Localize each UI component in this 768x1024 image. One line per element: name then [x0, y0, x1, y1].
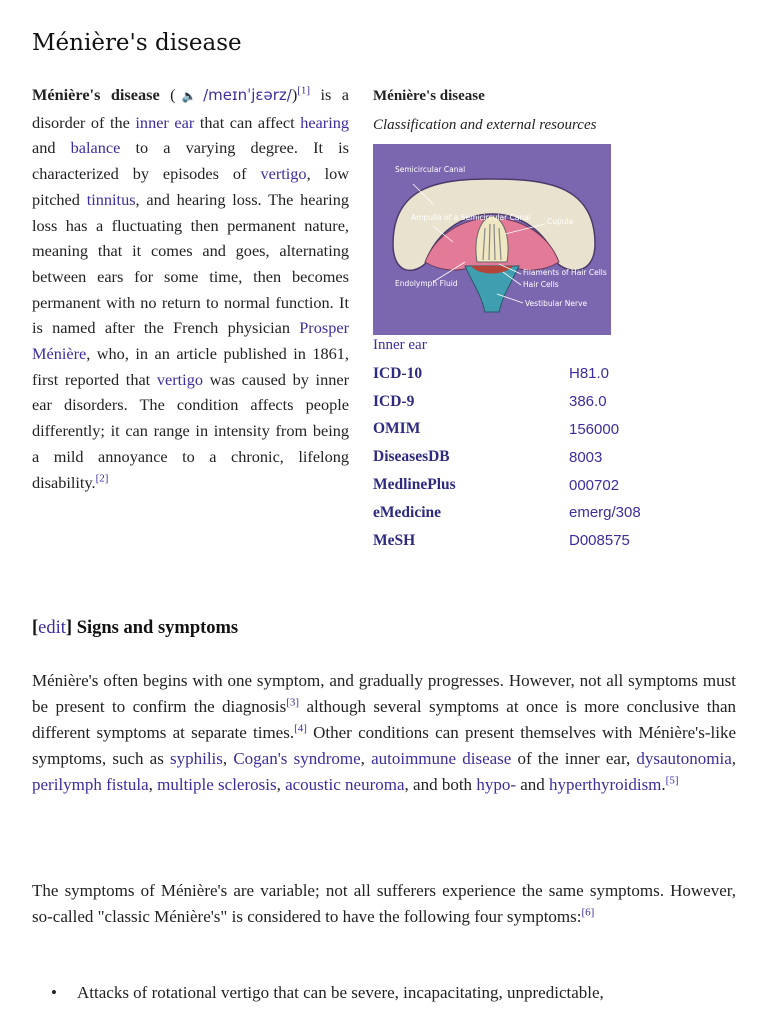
infobox-value-link[interactable]: D008575 [569, 532, 630, 550]
text: . [661, 775, 666, 794]
infobox-row [373, 360, 703, 388]
page-title: Ménière's disease [32, 30, 242, 56]
infobox-row [373, 443, 703, 471]
link-inner-ear[interactable]: inner ear [135, 112, 195, 132]
paragraph-symptoms-1 [32, 668, 736, 798]
text: to a varying degree. It is characterized by episodes of [32, 138, 349, 184]
section-heading: [edit] Signs and symptoms [32, 618, 239, 638]
link-syphilis[interactable]: syphilis [170, 749, 223, 768]
label-hair-cells: Hair Cells [523, 280, 559, 289]
label-cupula: Cupula [547, 217, 574, 226]
infobox-key[interactable]: eMedicine [373, 503, 442, 521]
link-hearing[interactable]: hearing [300, 112, 350, 132]
section-title: Signs and symptoms [72, 618, 239, 638]
text: of the inner ear, [511, 749, 637, 768]
infobox [373, 88, 703, 555]
text: , [276, 775, 286, 794]
lead-paragraph: Ménière's disease (🔈/meɪnˈjɛərz/)[1] is a disorder of the inner ear that can affect hearing and balance to a varying degree. It is characterized by episodes of vertigo, low pitched tinnitus, and hearing loss. The hearing loss has a fluctuating then permanent nature, meaning that it comes and goes, alternating between ears for some time, then becomes permanent with no return to normal function. It is named after the French physician Prosper Ménière, who, in an article published in 1861, first reported that vertigo was caused by inner ear disorders. The condition affects people differently; it can range in intensity from being a mild annoyance to a chronic, lifelong disability.[2] [32, 84, 350, 492]
paragraph-symptoms-2 [32, 878, 736, 930]
link-multiple-sclerosis[interactable]: multiple sclerosis [157, 775, 277, 794]
edit-link[interactable]: edit [38, 618, 66, 638]
infobox-row [373, 527, 703, 555]
text: , [222, 749, 234, 768]
link-autoimmune-disease[interactable]: autoimmune disease [371, 749, 512, 768]
infobox-value-link[interactable]: 156000 [569, 420, 620, 438]
link-prosper-meniere[interactable]: Prosper Ménière [32, 318, 349, 364]
text: and [515, 775, 550, 794]
infobox-caption-link[interactable]: Inner ear [373, 337, 427, 353]
text: , and both [404, 775, 477, 794]
ref-6[interactable]: [6] [581, 906, 595, 919]
text: and [32, 138, 71, 158]
speaker-icon[interactable]: 🔈 [175, 89, 204, 103]
link-dysautonomia[interactable]: dysautonomia [636, 749, 732, 768]
infobox-key[interactable]: MeSH [373, 531, 416, 549]
text: , [360, 749, 372, 768]
infobox-value-link[interactable]: 8003 [569, 448, 603, 466]
text: Ménière's often begins with one symptom, and gradually progresses. However, not all symptoms must be present to confirm the diagnosis [32, 671, 736, 716]
text: is a disorder of the [32, 85, 349, 132]
infobox-value-link[interactable]: H81.0 [569, 365, 610, 383]
text: , [148, 775, 158, 794]
infobox-value-link[interactable]: 386.0 [569, 393, 607, 411]
label-endolymph: Endolymph Fluid [395, 279, 458, 288]
list-item: • Attacks of rotational vertigo that can be severe, incapacitating, unpredictable, [32, 980, 736, 1006]
symptom-list [32, 980, 736, 1006]
lead-term: Ménière's disease [32, 85, 160, 104]
label-vestibular-nerve: Vestibular Nerve [525, 299, 588, 308]
link-balance[interactable]: balance [70, 138, 121, 158]
link-hypo[interactable]: hypo- [476, 775, 516, 794]
infobox-subtitle: Classification and external resources [373, 117, 597, 133]
ref-5[interactable]: [5] [665, 774, 679, 787]
text: , who, in an article published in 1861, first reported that [32, 344, 349, 389]
infobox-value-link[interactable]: emerg/308 [569, 504, 641, 522]
label-ampulla: Ampulla of a Semicircular Canal [411, 213, 531, 222]
link-cogans-syndrome[interactable]: Cogan's syndrome [233, 749, 361, 768]
link-perilymph-fistula[interactable]: perilymph fistula [32, 775, 149, 794]
text: although several symptoms at once is more conclusive than different symptoms at separate times. [32, 697, 736, 742]
label-canal: Semicircular Canal [395, 165, 466, 174]
text: , low pitched [32, 164, 350, 209]
text: was caused by inner ear disorders. The condition affects people differently; it can range in intensity from being a mild annoyance to a chronic, lifelong disability. [32, 369, 349, 492]
infobox-key[interactable]: ICD-9 [373, 392, 415, 410]
infobox-key[interactable]: DiseasesDB [373, 448, 450, 466]
ipa-link[interactable]: /meɪnˈjɛərz/ [203, 86, 292, 104]
infobox-row [373, 471, 703, 499]
link-hyperthyroidism[interactable]: hyperthyroidism [549, 775, 662, 794]
text: , [731, 749, 737, 768]
ref-3[interactable]: [3] [286, 696, 300, 709]
text: The symptoms of Ménière's are variable; not all sufferers experience the same symptoms. However, so-called "classic Ménière's" is considered to have the following four symptoms: [32, 881, 736, 926]
infobox-title: Ménière's disease [373, 88, 485, 104]
infobox-row [373, 416, 703, 444]
ref-2[interactable]: [2] [95, 472, 109, 485]
infobox-key[interactable]: ICD-10 [373, 364, 423, 382]
infobox-row [373, 388, 703, 416]
label-filaments: Filaments of Hair Cells [523, 268, 607, 277]
text: , and hearing loss. The hearing loss has a fluctuating then permanent nature, meaning that it comes and goes, alternating between ears for some time, then becomes permanent with no return to normal function. It is named after the French physician [32, 189, 349, 338]
text: Other conditions can present themselves with Ménière's-like symptoms, such as [32, 723, 736, 768]
ref-4[interactable]: [4] [294, 722, 307, 735]
infobox-row [373, 499, 703, 527]
link-vertigo-2[interactable]: vertigo [156, 369, 203, 389]
ref-1[interactable]: [1] [297, 84, 311, 97]
link-tinnitus[interactable]: tinnitus [86, 189, 136, 209]
infobox-value-link[interactable]: 000702 [569, 476, 620, 494]
infobox-key[interactable]: MedlinePlus [373, 476, 456, 494]
infobox-table [373, 360, 703, 555]
link-vertigo[interactable]: vertigo [260, 164, 307, 184]
text: that can affect [194, 112, 301, 132]
inner-ear-diagram[interactable] [373, 144, 611, 335]
link-acoustic-neuroma[interactable]: acoustic neuroma [285, 775, 405, 794]
infobox-key[interactable]: OMIM [373, 420, 421, 438]
